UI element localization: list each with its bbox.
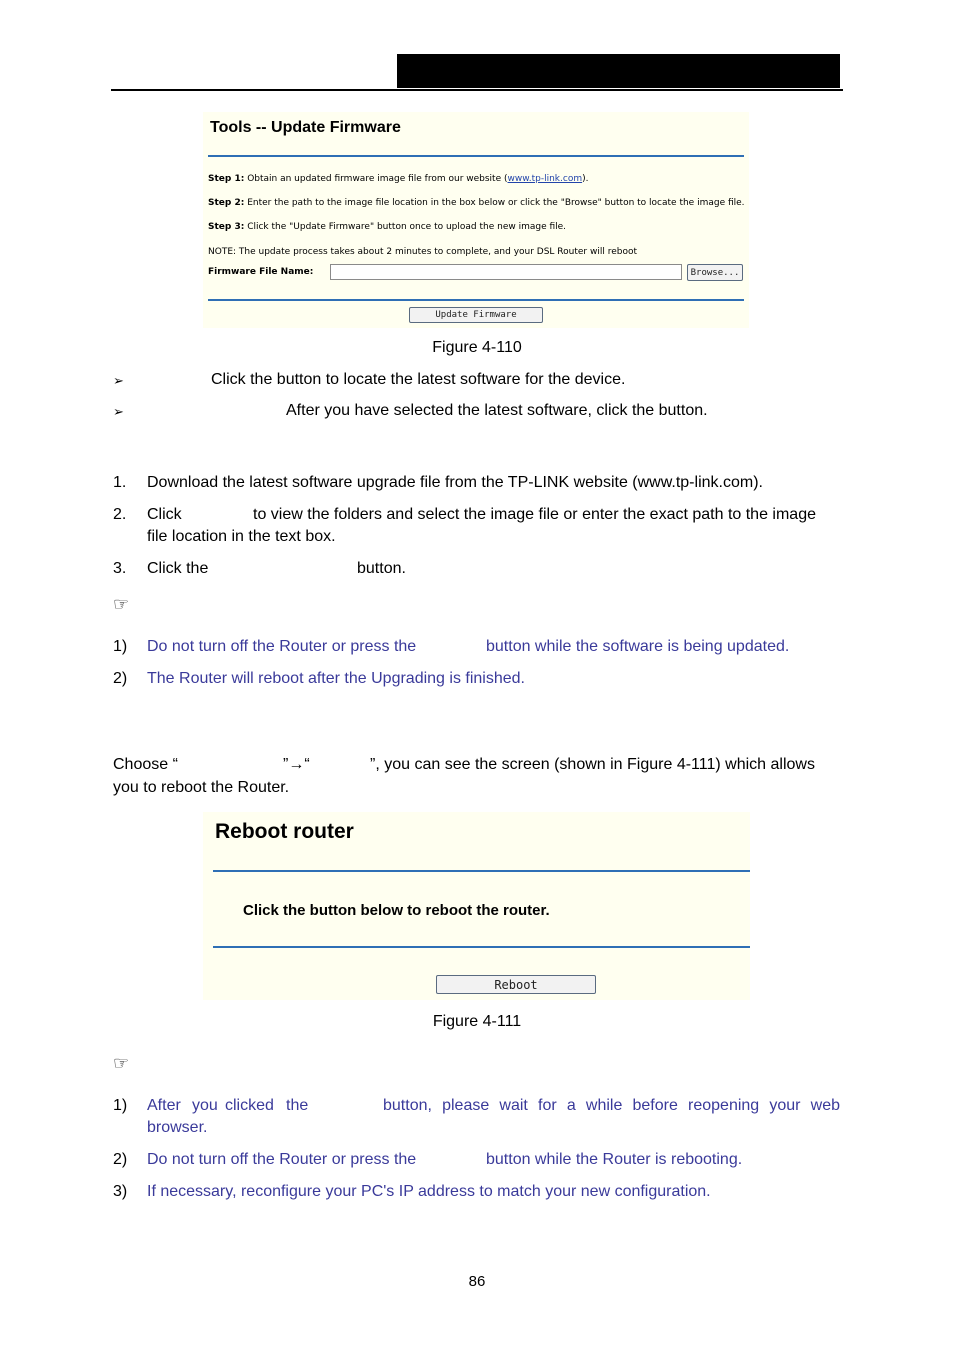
- note-text: you: [192, 1097, 218, 1114]
- divider: [213, 870, 750, 872]
- panel-title: Tools -- Update Firmware: [210, 119, 401, 136]
- note-text: The Router will reboot after the Upgrading is finished.: [147, 670, 525, 687]
- intro-text: ”→“: [283, 756, 310, 773]
- note-text: clicked: [225, 1097, 274, 1114]
- step-text: Click the: [147, 560, 209, 577]
- tp-link-link[interactable]: www.tp-link.com: [507, 174, 583, 184]
- bullet-icon: ➢: [113, 373, 124, 388]
- note-hand-icon: ☞: [113, 594, 130, 614]
- header-bar: [397, 54, 840, 88]
- divider: [208, 155, 744, 157]
- step-text: file location in the text box.: [147, 528, 336, 545]
- browse-button[interactable]: Browse...: [687, 264, 743, 281]
- step-text: Download the latest software upgrade file from the TP-LINK website (www.tp-link.com).: [147, 474, 763, 491]
- step-number: 3.: [113, 560, 127, 577]
- note-text: button, please wait for a while before reopening your web: [383, 1097, 840, 1114]
- step-text: to view the folders and select the image file or enter the exact path to the image: [253, 506, 816, 523]
- step-3: Step 3: Click the "Update Firmware" button once to upload the new image file.: [208, 222, 567, 232]
- note-number: 3): [113, 1183, 128, 1200]
- update-note: NOTE: The update process takes about 2 minutes to complete, and your DSL Router will reboot: [208, 247, 638, 257]
- step-number: 2.: [113, 506, 127, 523]
- note-text: Do not turn off the Router or press the: [147, 1151, 417, 1168]
- step-number: 1.: [113, 474, 127, 491]
- step-1: Step 1: Obtain an updated firmware image file from our website (www.tp-link.com).: [208, 174, 589, 184]
- note-text: browser.: [147, 1119, 208, 1136]
- intro-text: ”, you can see the screen (shown in Figure 4-111) which allows: [370, 756, 815, 773]
- figure-caption: Figure 4-111: [432, 1013, 522, 1030]
- bullet-text: Click the button to locate the latest software for the device.: [211, 371, 626, 388]
- note-number: 2): [113, 1151, 128, 1168]
- step-2: Step 2: Enter the path to the image file location in the box below or click the "Browse" button to locate the image file.: [208, 198, 745, 208]
- step-text: button.: [357, 560, 406, 577]
- figure-caption: Figure 4-110: [432, 339, 522, 356]
- note-text: the: [286, 1097, 309, 1114]
- note-text: button while the software is being updated.: [486, 638, 790, 655]
- update-firmware-panel: [203, 112, 749, 328]
- note-text: If necessary, reconfigure your PC's IP address to match your new configuration.: [147, 1183, 711, 1200]
- divider: [213, 946, 750, 948]
- intro-text: you to reboot the Router.: [113, 779, 290, 796]
- bullet-icon: ➢: [113, 404, 124, 419]
- update-firmware-button[interactable]: Update Firmware: [409, 307, 543, 323]
- note-number: 1): [113, 1097, 128, 1114]
- panel-title: Reboot router: [215, 820, 354, 843]
- step-text: Click: [147, 506, 182, 523]
- header-rule: [111, 89, 843, 91]
- page-number: 86: [468, 1273, 486, 1290]
- note-hand-icon: ☞: [113, 1053, 130, 1073]
- note-text: button while the Router is rebooting.: [486, 1151, 743, 1168]
- reboot-instruction: Click the button below to reboot the router.: [243, 902, 550, 919]
- firmware-file-input[interactable]: [330, 264, 682, 280]
- note-number: 2): [113, 670, 128, 687]
- note-number: 1): [113, 638, 128, 655]
- intro-text: Choose “: [113, 756, 178, 773]
- divider: [208, 299, 744, 301]
- reboot-router-panel: [203, 812, 750, 1000]
- firmware-file-label: Firmware File Name:: [208, 267, 314, 277]
- bullet-text: After you have selected the latest software, click the button.: [286, 402, 708, 419]
- note-text: After: [147, 1097, 181, 1114]
- reboot-button[interactable]: Reboot: [436, 975, 596, 994]
- note-text: Do not turn off the Router or press the: [147, 638, 417, 655]
